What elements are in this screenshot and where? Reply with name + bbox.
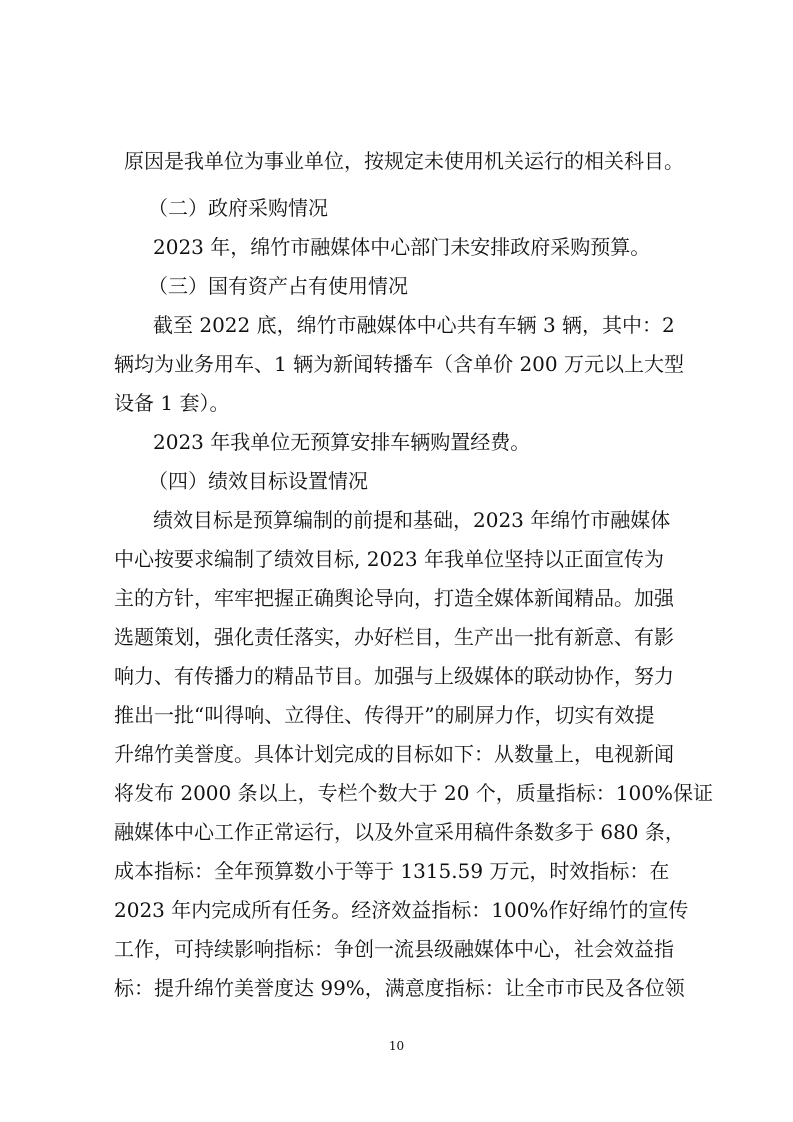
paragraph-line-performance-3: 主的方针，牢牢把握正确舆论导向，打造全媒体新闻精品。加强 — [114, 586, 674, 610]
paragraph-line-performance-6: 推出一批“叫得响、立得住、传得开”的刷屏力作，切实有效提 — [114, 703, 655, 727]
page-number: 10 — [388, 1039, 405, 1053]
paragraph-line-performance-9: 融媒体中心工作正常运行，以及外宣采用稿件条数多于 680 条， — [114, 820, 685, 844]
paragraph-line-vehicles-2: 辆均为业务用车、1 辆为新闻转播车（含单价 200 万元以上大型 — [114, 352, 684, 376]
paragraph-line-vehicle-budget: 2023 年我单位无预算安排车辆购置经费。 — [153, 430, 531, 454]
paragraph-line-performance-13: 标：提升绵竹美誉度达 99%，满意度指标：让全市市民及各位领 — [114, 976, 685, 1000]
paragraph-line-performance-7: 升绵竹美誉度。具体计划完成的目标如下：从数量上，电视新闻 — [114, 742, 674, 766]
section-heading-procurement: （二）政府采购情况 — [148, 196, 328, 220]
paragraph-line-performance-1: 绩效目标是预算编制的前提和基础，2023 年绵竹市融媒体 — [153, 508, 671, 532]
paragraph-line-performance-2: 中心按要求编制了绩效目标, 2023 年我单位坚持以正面宣传为 — [114, 547, 664, 571]
paragraph-line-performance-4: 选题策划，强化责任落实，办好栏目，生产出一批有新意、有影 — [114, 625, 674, 649]
section-heading-assets: （三）国有资产占有使用情况 — [148, 274, 408, 298]
paragraph-line-vehicles-1: 截至 2022 底，绵竹市融媒体中心共有车辆 3 辆，其中：2 — [153, 313, 675, 337]
paragraph-line-performance-12: 工作，可持续影响指标：争创一流县级融媒体中心，社会效益指 — [114, 937, 674, 961]
paragraph-line-procurement: 2023 年，绵竹市融媒体中心部门未安排政府采购预算。 — [153, 235, 651, 259]
paragraph-line-performance-10: 成本指标：全年预算数小于等于 1315.59 万元，时效指标：在 — [114, 859, 670, 883]
paragraph-line-performance-8: 将发布 2000 条以上，专栏个数大于 20 个，质量指标：100%保证 — [114, 781, 713, 805]
paragraph-line-reason: 原因是我单位为事业单位，按规定未使用机关运行的相关科目。 — [124, 149, 684, 173]
paragraph-line-performance-11: 2023 年内完成所有任务。经济效益指标：100%作好绵竹的宣传 — [114, 898, 689, 922]
paragraph-line-vehicles-3: 设备 1 套）。 — [114, 391, 230, 415]
paragraph-line-performance-5: 响力、有传播力的精品节目。加强与上级媒体的联动协作，努力 — [114, 664, 674, 688]
section-heading-performance: （四）绩效目标设置情况 — [148, 469, 368, 493]
